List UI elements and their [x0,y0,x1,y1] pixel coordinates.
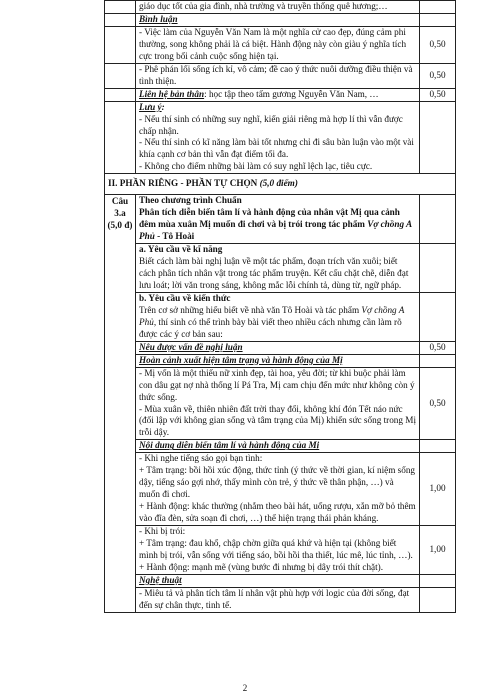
table-row [105,292,456,341]
content-cell: Nội dung diễn biến tâm lí và hành động của Mị [136,440,420,453]
table-row [105,26,456,63]
content-cell: Lưu ý: - Nếu thí sinh có những suy nghĩ, kiến giải riêng mà hợp lí thì vẫn được chấp nhận. - Nếu thí sinh có kĩ năng làm bài tốt nhưng chỉ đi sâu bàn luận vào một vài khía cạnh cơ bản thì vẫn đạt điểm tối đa. - Không cho điểm những bài làm có suy nghĩ lệch lạc, tiêu cực. [136,101,420,174]
score-cell: 0,50 [420,26,456,63]
content-cell: Theo chương trình Chuẩn Phân tích diễn biến tâm lí và hành động của nhân vật Mị qua cảnh đêm mùa xuân Mị muốn đi chơi và bị trói trong tác phẩm Vợ chồng A Phủ - Tô Hoài [136,195,420,244]
answer-key-page [104,0,456,613]
score-cell: 0,50 [420,88,456,101]
table-row [105,526,456,575]
table-row [105,195,456,244]
section-title: II. PHẦN RIÊNG - PHẦN TỰ CHỌN (5,0 điểm) [105,174,456,195]
content-cell: b. Yêu cầu về kiến thức Trên cơ sở những hiểu biết về nhà văn Tô Hoài và tác phẩm Vợ chồng A Phủ, thí sinh có thể trình bày bài viết theo nhiều cách nhưng cần làm rõ được các ý cơ bản sau: [136,292,420,341]
table-row [105,367,456,440]
table-row [105,244,456,293]
content-cell: - Việc làm của Nguyễn Văn Nam là một nghĩa cử cao đẹp, đúng cảm phi thường, song không phải là cá biệt. Hành động này còn giàu ý nghĩa tích cực trong bối cảnh cuộc sống hiện tại. [136,26,420,63]
content-cell: Nêu được vấn đề nghị luận [136,341,420,354]
content-cell: - Khi bị trói: + Tâm trạng: đau khổ, chập chờn giữa quá khứ và hiện tại (không biết mình bị trói, vẫn sống với tiếng sáo, bồi hồi tha thiết, lúc mê, lúc tỉnh, …). + Hành động: mạnh mẽ (vùng bước đi nhưng bị dây trói thít chặt). [136,526,420,575]
content-cell: - Mị vốn là một thiếu nữ xinh đẹp, tài hoa, yêu đời; từ khi buộc phải làm con dâu gạt nợ nhà thống lí Pá Tra, Mị cam chịu đến mức như không còn ý thức sống. - Mùa xuân về, thiên nhiên đất trời thay đổi, không khí đón Tết náo nức (đối lập với không gian sống và tâm trạng của Mị) khiến sức sống trong Mị trỗi dậy. [136,367,420,440]
table-row [105,354,456,367]
content-cell: Nghệ thuật [136,574,420,587]
content-cell: - Phê phán lối sống ích kỉ, vô cảm; đề cao ý thức nuôi dưỡng điều thiện và tình thiện. [136,63,420,88]
score-cell: 0,50 [420,367,456,440]
section-header-row [105,174,456,195]
content-cell: giáo dục tốt của gia đình, nhà trường và truyền thống quê hương;… [136,1,420,14]
table-row [105,574,456,587]
table-row [105,1,456,14]
question-label: Câu 3.a (5,0 đ) [105,195,136,244]
content-cell: Liên hệ bản thân: học tập theo tấm gương Nguyễn Văn Nam, … [136,88,420,101]
content-cell: a. Yêu cầu về kĩ năng Biết cách làm bài nghị luận về một tác phẩm, đoạn trích văn xuôi; biết cách phân tích nhân vật trong tác phẩm truyện. Kết cấu chặt chẽ, diễn đạt lưu loát; lời văn trong sáng, không mắc lỗi chính tả, dùng từ, ngữ pháp. [136,244,420,293]
content-cell: - Khi nghe tiếng sáo gọi bạn tình: + Tâm trạng: bồi hồi xúc động, thức tỉnh (ý thức về thời gian, kí niệm sống dậy, tiếng sáo gợi nhớ, thấy mình còn trẻ, ý thức về thân phận, …) và muốn đi chơi. + Hành động: khác thường (nhắm theo bài hát, uống rượu, xắn mỡ bỏ thêm vào đĩa đèn, sửa soạn đi chơi, …) thể hiện trạng thái phản kháng. [136,453,420,526]
content-cell: - Miêu tả và phân tích tâm lí nhân vật phù hợp với logic của đời sống, đạt đến sự chân thực, tinh tế. [136,587,420,612]
table-row [105,13,456,26]
table-row [105,101,456,174]
table-row [105,341,456,354]
score-cell: 1,00 [420,453,456,526]
table-row [105,587,456,612]
page-number: 2 [242,683,248,693]
content-cell: Hoàn cảnh xuất hiện tâm trạng và hành động của Mị [136,354,420,367]
score-cell: 1,00 [420,526,456,575]
table-row [105,88,456,101]
table-row [105,63,456,88]
table-row [105,440,456,453]
score-cell: 0,50 [420,63,456,88]
content-cell: Bình luận [136,13,420,26]
grading-table [104,0,456,613]
table-row [105,453,456,526]
score-cell: 0,50 [420,341,456,354]
